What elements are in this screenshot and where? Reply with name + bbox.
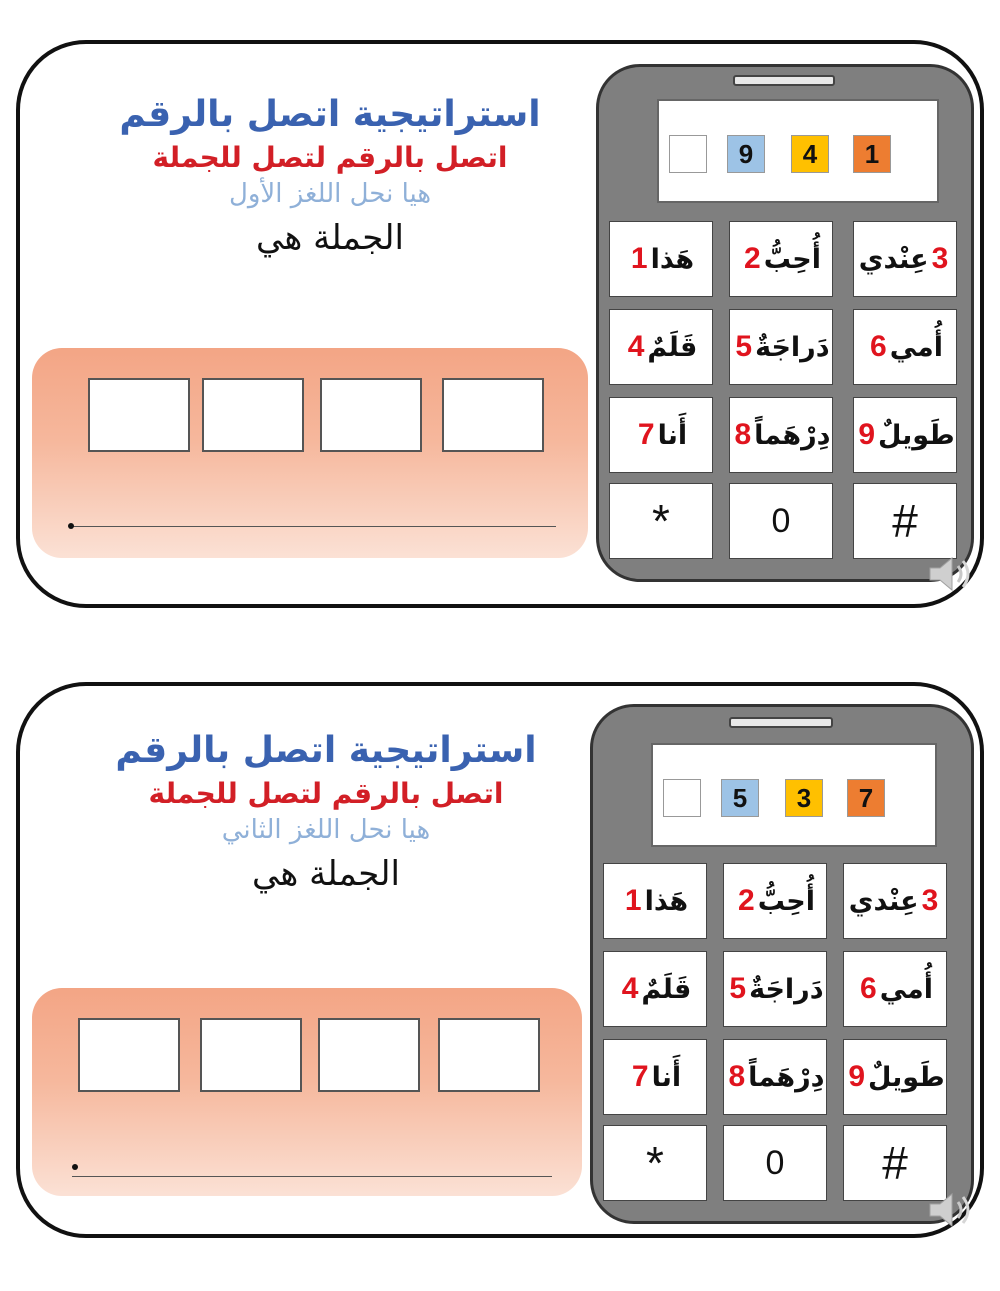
key-1[interactable]	[603, 863, 707, 939]
code-digit-4[interactable]	[663, 779, 701, 817]
code-digit-2: 4	[791, 135, 829, 173]
key-symbol: #	[892, 495, 918, 547]
key-8[interactable]	[723, 1039, 827, 1115]
key-word: دَراجَةٌ	[755, 331, 830, 363]
title-block	[76, 728, 576, 896]
code-digit-2: 3	[785, 779, 823, 817]
title-block	[80, 92, 580, 260]
key-number: 4	[627, 330, 645, 363]
key-number: 2	[738, 884, 755, 917]
answer-box-1[interactable]	[442, 378, 544, 452]
key-symbol: 0	[771, 501, 791, 540]
key-word: أُمي	[889, 331, 943, 363]
key-word: أُحِبُّ	[763, 243, 821, 275]
key-number: 3	[931, 242, 949, 275]
key-star[interactable]	[609, 483, 713, 559]
strategy-title: استراتيجية اتصل بالرقم	[115, 730, 537, 771]
key-symbol: *	[646, 1137, 664, 1189]
key-word: طَويلٌ	[878, 419, 955, 451]
code-digit-1: 1	[853, 135, 891, 173]
key-number: 8	[734, 418, 752, 451]
period-dot	[68, 523, 74, 529]
key-3[interactable]	[843, 863, 947, 939]
key-4[interactable]	[609, 309, 713, 385]
answer-box-3[interactable]	[202, 378, 304, 452]
key-word: قَلَمٌ	[647, 331, 698, 363]
answer-box-2[interactable]	[320, 378, 422, 452]
code-digit-1: 7	[847, 779, 885, 817]
sentence-label: الجملة هي	[252, 853, 400, 894]
key-number: 6	[860, 972, 877, 1005]
key-9[interactable]	[853, 397, 957, 473]
key-word: عِنْدي	[848, 885, 919, 917]
answer-box-2[interactable]	[318, 1018, 420, 1092]
key-2[interactable]	[729, 221, 833, 297]
key-number: 6	[870, 330, 887, 363]
key-number: 1	[630, 242, 648, 275]
sentence-label: الجملة هي	[256, 217, 404, 258]
puzzle-card-1	[16, 40, 984, 608]
key-word: أُمي	[879, 973, 933, 1005]
key-6[interactable]	[843, 951, 947, 1027]
key-8[interactable]	[729, 397, 833, 473]
key-word: أَنا	[651, 1061, 682, 1093]
key-symbol: #	[882, 1137, 908, 1189]
key-number: 7	[631, 1060, 649, 1093]
key-0[interactable]	[729, 483, 833, 559]
answer-box-3[interactable]	[200, 1018, 302, 1092]
answer-panel	[32, 988, 582, 1196]
key-6[interactable]	[853, 309, 957, 385]
answer-box-4[interactable]	[78, 1018, 180, 1092]
key-word: عِنْدي	[858, 243, 929, 275]
key-word: دِرْهَماً	[754, 419, 831, 451]
key-7[interactable]	[609, 397, 713, 473]
key-word: هَذا	[644, 885, 689, 917]
key-1[interactable]	[609, 221, 713, 297]
code-digit-3: 5	[721, 779, 759, 817]
code-digit-4[interactable]	[669, 135, 707, 173]
key-word: أَنا	[657, 419, 688, 451]
key-3[interactable]	[853, 221, 957, 297]
key-0[interactable]	[723, 1125, 827, 1201]
key-symbol: *	[652, 495, 670, 547]
key-symbol: 0	[765, 1143, 785, 1182]
phone	[590, 704, 974, 1224]
key-number: 9	[848, 1060, 866, 1093]
answer-panel	[32, 348, 588, 558]
code-digit-3: 9	[727, 135, 765, 173]
instruction-subtitle: اتصل بالرقم لتصل للجملة	[152, 140, 508, 174]
key-number: 5	[735, 330, 753, 363]
key-9[interactable]	[843, 1039, 947, 1115]
key-5[interactable]	[723, 951, 827, 1027]
key-number: 5	[729, 972, 747, 1005]
strategy-title: استراتيجية اتصل بالرقم	[119, 94, 541, 135]
key-5[interactable]	[729, 309, 833, 385]
puzzle-card-2	[16, 682, 984, 1238]
answer-box-4[interactable]	[88, 378, 190, 452]
key-word: هَذا	[650, 243, 695, 275]
key-number: 9	[858, 418, 876, 451]
key-number: 8	[728, 1060, 746, 1093]
phone-speaker	[729, 717, 833, 728]
phone-screen	[657, 99, 939, 203]
speaker-icon[interactable]	[926, 552, 976, 596]
phone-screen	[651, 743, 937, 847]
key-4[interactable]	[603, 951, 707, 1027]
speaker-icon[interactable]	[926, 1188, 976, 1232]
puzzle-label: هيا نحل اللغز الثاني	[221, 814, 431, 845]
key-word: دَراجَةٌ	[749, 973, 824, 1005]
key-number: 7	[637, 418, 655, 451]
answer-box-1[interactable]	[438, 1018, 540, 1092]
key-number: 3	[921, 884, 939, 917]
key-word: قَلَمٌ	[641, 973, 692, 1005]
puzzle-label: هيا نحل اللغز الأول	[228, 178, 432, 209]
period-dot	[72, 1164, 78, 1170]
key-number: 1	[624, 884, 642, 917]
instruction-subtitle: اتصل بالرقم لتصل للجملة	[148, 776, 504, 810]
key-star[interactable]	[603, 1125, 707, 1201]
phone	[596, 64, 974, 582]
key-word: دِرْهَماً	[748, 1061, 825, 1093]
key-number: 4	[621, 972, 639, 1005]
answer-line[interactable]	[72, 526, 556, 527]
key-word: طَويلٌ	[868, 1061, 945, 1093]
key-7[interactable]	[603, 1039, 707, 1115]
key-2[interactable]	[723, 863, 827, 939]
answer-line[interactable]	[72, 1176, 552, 1177]
key-word: أُحِبُّ	[757, 885, 815, 917]
key-hash[interactable]	[853, 483, 957, 559]
phone-speaker	[733, 75, 835, 86]
key-number: 2	[744, 242, 761, 275]
